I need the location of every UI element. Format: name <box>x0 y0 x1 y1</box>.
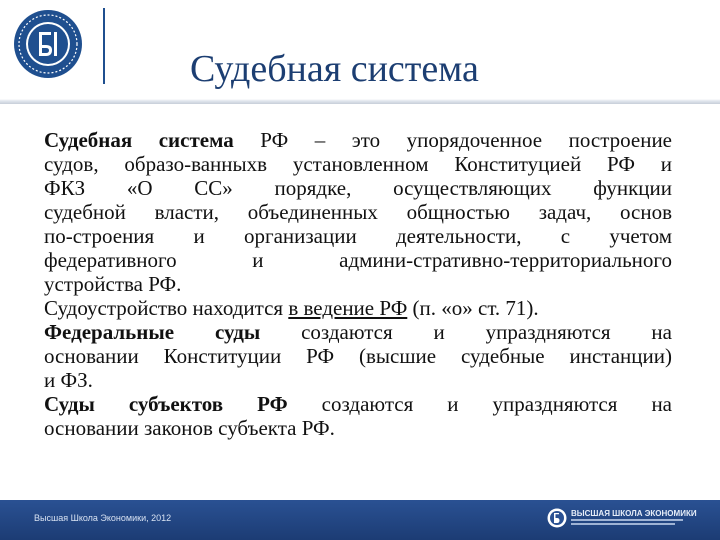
paragraph-3-line-2: основании Конституции РФ (высшие судебные инстанции) <box>44 344 672 368</box>
term-federal-courts: Федеральные суды <box>44 320 261 344</box>
paragraph-1-line-1 <box>44 128 672 152</box>
paragraph-1-text: РФ – это упорядоченное построение <box>233 128 672 152</box>
footer-copyright: Высшая Школа Экономики, 2012 <box>34 513 172 523</box>
paragraph-1-line-4: судебной власти, объединенных общностью задач, основ <box>44 200 672 224</box>
footer-brand-tagline-line <box>571 519 683 521</box>
paragraph-4-line-1 <box>44 392 672 416</box>
paragraph-1-line-7: устройства РФ. <box>44 272 182 296</box>
paragraph-1-line-5: по-строения и организации деятельности, с учетом <box>44 224 672 248</box>
paragraph-1-line-2: судов, образо-ванныхв установленном Конституцией РФ и <box>44 152 672 176</box>
paragraph-3-text: создаются и упраздняются на <box>260 320 672 344</box>
slide-title: Судебная система <box>190 48 479 90</box>
paragraph-3-line-1 <box>44 320 672 344</box>
paragraph-2 <box>44 296 672 320</box>
paragraph-3-line-3: и ФЗ. <box>44 368 93 392</box>
paragraph-2-before: Судоустройство находится <box>44 296 289 320</box>
footer-brand-tagline-line <box>571 523 675 525</box>
slide-body <box>44 128 672 440</box>
term-judicial-system: Судебная система <box>44 128 234 152</box>
hse-emblem-icon <box>547 508 567 528</box>
footer-bar <box>0 500 720 540</box>
term-regional-courts: Суды субъектов РФ <box>44 392 288 416</box>
header-divider <box>103 8 105 84</box>
title-rule <box>0 99 720 104</box>
paragraph-1-line-6: федеративного и админи-стративно-территориального <box>44 248 672 272</box>
paragraph-2-underlined: в ведение РФ <box>288 296 408 320</box>
paragraph-1-line-3: ФКЗ «О СС» порядке, осуществляющих функции <box>44 176 672 200</box>
footer-brand: ВЫСШАЯ ШКОЛА ЭКОНОМИКИ <box>571 509 697 518</box>
hse-emblem-icon <box>12 8 84 80</box>
paragraph-2-after: (п. «о» ст. 71). <box>407 296 539 320</box>
paragraph-4-line-2: основании законов субъекта РФ. <box>44 416 335 440</box>
paragraph-4-text: создаются и упраздняются на <box>287 392 672 416</box>
